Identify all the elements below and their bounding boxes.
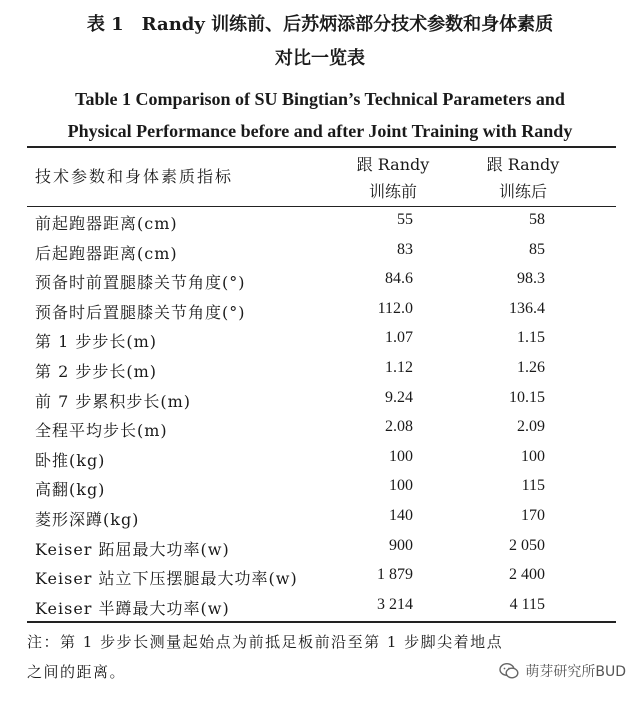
table-row bbox=[0, 562, 640, 592]
table-row bbox=[0, 296, 640, 326]
row-after-value: 4 115 bbox=[509, 595, 545, 613]
row-name: 前起跑器距离(cm) bbox=[35, 214, 178, 233]
row-name: Keiser 半蹲最大功率(w) bbox=[35, 598, 230, 618]
row-after-value: 170 bbox=[521, 506, 545, 524]
table-top-rule bbox=[27, 146, 616, 148]
row-name: 前 7 步累积步长(m) bbox=[35, 391, 192, 411]
row-after-value: 10.15 bbox=[509, 388, 545, 406]
table-row bbox=[0, 414, 640, 444]
table-body bbox=[0, 207, 640, 621]
title-cn-line2: 对比一览表 bbox=[275, 48, 365, 69]
footnote-line1: 注：第 1 步步长测量起始点为前抵足板前沿至第 1 步脚尖着地点 bbox=[27, 633, 504, 651]
row-after-value: 58 bbox=[529, 211, 545, 228]
row-before-value: 9.24 bbox=[385, 388, 413, 406]
row-after-value: 136.4 bbox=[509, 299, 545, 317]
row-name: 高翻(kg) bbox=[35, 480, 106, 500]
row-name: 第 2 步步长(m) bbox=[35, 361, 158, 381]
row-before-value: 3 214 bbox=[377, 595, 413, 613]
table-row bbox=[0, 503, 640, 533]
header-after-line2: 训练后 bbox=[498, 182, 547, 201]
table-row bbox=[0, 444, 640, 474]
row-name: Keiser 站立下压摆腿最大功率(w) bbox=[35, 569, 298, 589]
row-before-value: 83 bbox=[397, 240, 413, 258]
row-after-value: 1.15 bbox=[517, 329, 545, 347]
row-before-value: 1 879 bbox=[377, 566, 413, 584]
watermark bbox=[493, 656, 632, 686]
table-row bbox=[0, 237, 640, 267]
header-before-line1: 跟 Randy bbox=[356, 155, 430, 174]
row-name: 全程平均步长(m) bbox=[35, 421, 168, 441]
row-name: 第 1 步步长(m) bbox=[35, 332, 158, 352]
table-bottom-rule bbox=[27, 621, 616, 623]
table-row bbox=[0, 592, 640, 622]
wechat-icon bbox=[499, 662, 519, 680]
table-row bbox=[0, 533, 640, 563]
row-name: Keiser 跖屈最大功率(w) bbox=[35, 539, 230, 559]
row-before-value: 1.07 bbox=[385, 329, 413, 347]
row-name: 预备时后置腿膝关节角度(°) bbox=[35, 302, 246, 322]
row-name: 卧推(kg) bbox=[35, 450, 106, 470]
row-after-value: 2.09 bbox=[517, 418, 545, 436]
header-after-column bbox=[463, 151, 583, 205]
watermark-text: 萌芽研究所BUD bbox=[525, 664, 626, 680]
row-before-value: 84.6 bbox=[385, 270, 413, 288]
table-row bbox=[0, 266, 640, 296]
title-en-line1: Table 1 Comparison of SU Bingtian’s Technical Parameters and bbox=[75, 89, 565, 109]
table-row bbox=[0, 385, 640, 415]
row-name: 菱形深蹲(kg) bbox=[35, 509, 140, 529]
row-after-value: 85 bbox=[529, 240, 545, 258]
row-after-value: 2 050 bbox=[509, 536, 545, 554]
row-before-value: 100 bbox=[389, 477, 413, 495]
row-before-value: 112.0 bbox=[377, 299, 413, 317]
row-after-value: 98.3 bbox=[517, 270, 545, 288]
table-row bbox=[0, 207, 640, 237]
row-before-value: 140 bbox=[389, 506, 413, 524]
footnote-line2: 之间的距离。 bbox=[27, 663, 127, 681]
row-before-value: 1.12 bbox=[385, 358, 413, 376]
row-name: 预备时前置腿膝关节角度(°) bbox=[35, 273, 246, 293]
row-after-value: 115 bbox=[521, 477, 545, 495]
header-after-line1: 跟 Randy bbox=[486, 155, 560, 174]
row-name: 后起跑器距离(cm) bbox=[35, 243, 178, 263]
row-before-value: 2.08 bbox=[385, 418, 413, 436]
row-before-value: 55 bbox=[397, 211, 413, 228]
row-before-value: 100 bbox=[389, 447, 413, 465]
header-before-line2: 训练前 bbox=[368, 182, 417, 201]
row-after-value: 2 400 bbox=[509, 566, 545, 584]
row-before-value: 900 bbox=[389, 536, 413, 554]
header-before-column bbox=[333, 151, 453, 205]
row-after-value: 1.26 bbox=[517, 358, 545, 376]
table-row bbox=[0, 355, 640, 385]
title-en-line2: Physical Performance before and after Joint Training with Randy bbox=[67, 121, 573, 141]
table-row bbox=[0, 473, 640, 503]
header-indicator-label: 技术参数和身体素质指标 bbox=[35, 167, 234, 186]
table-row bbox=[0, 325, 640, 355]
title-cn-line1: 表 1 Randy 训练前、后苏炳添部分技术参数和身体素质 bbox=[86, 14, 554, 35]
row-after-value: 100 bbox=[521, 447, 545, 465]
